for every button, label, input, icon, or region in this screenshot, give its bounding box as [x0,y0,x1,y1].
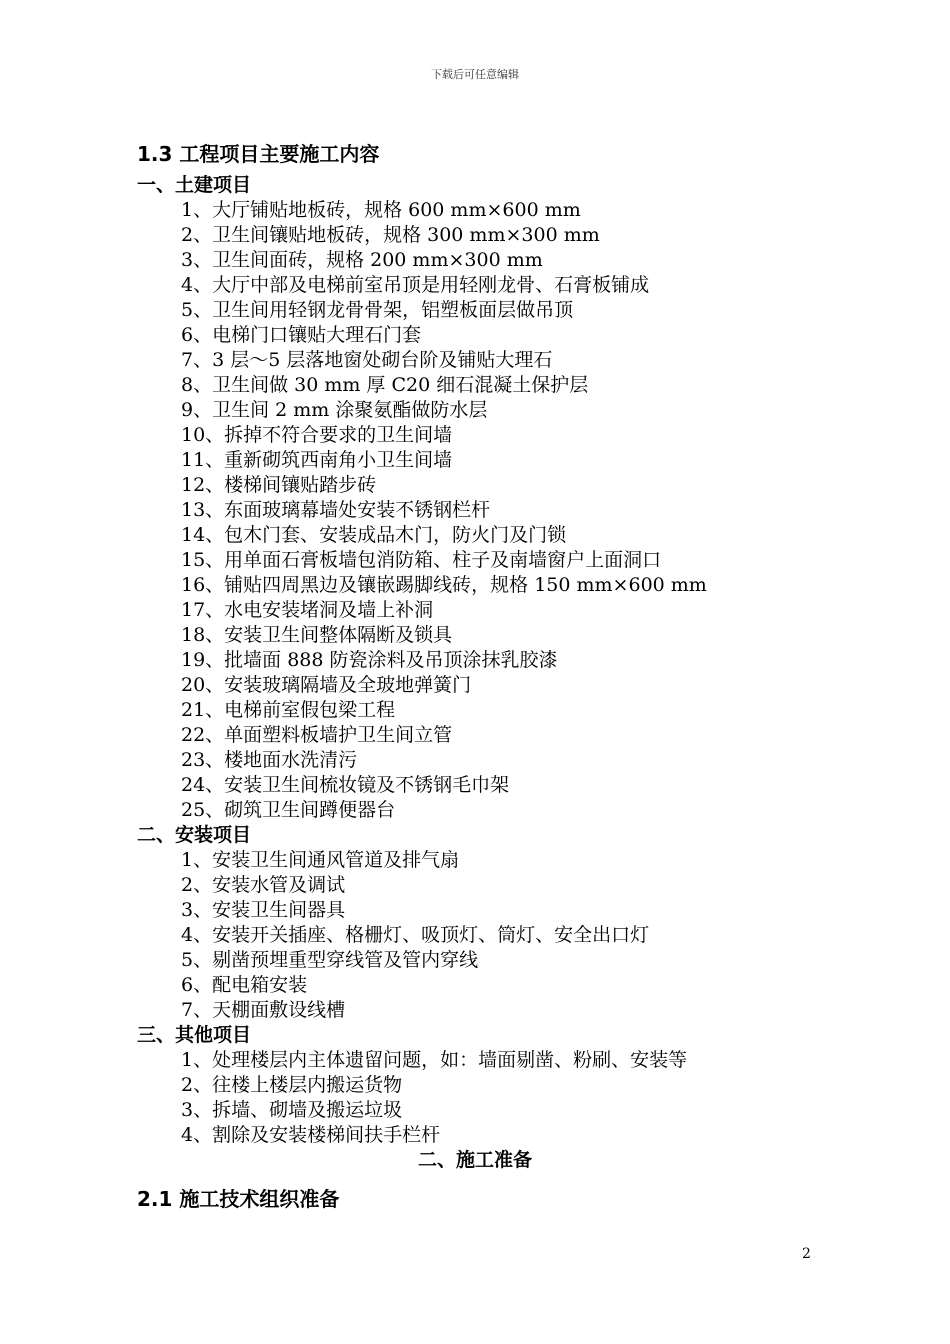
list-item: 8、卫生间做 30 mm 厚 C20 细石混凝土保护层 [181,374,589,396]
list-item: 2、往楼上楼层内搬运货物 [181,1074,403,1096]
list-item: 4、大厅中部及电梯前室吊顶是用轻刚龙骨、石膏板铺成 [181,274,650,296]
list-item: 17、水电安装堵洞及墙上补洞 [181,599,434,621]
list-item: 3、卫生间面砖，规格 200 mm×300 mm [181,249,543,271]
list-item: 25、砌筑卫生间蹲便器台 [181,799,396,821]
list-item: 22、单面塑料板墙护卫生间立管 [181,724,453,746]
list-item: 3、拆墙、砌墙及搬运垃圾 [181,1099,403,1121]
list-item: 13、东面玻璃幕墙处安装不锈钢栏杆 [181,499,491,521]
list-item: 1、处理楼层内主体遗留问题，如：墙面剔凿、粉刷、安装等 [181,1049,688,1071]
list-item: 18、安装卫生间整体隔断及锁具 [181,624,453,646]
list-item: 23、楼地面水洗清污 [181,749,358,771]
list-item: 21、电梯前室假包梁工程 [181,699,396,721]
list-item: 12、楼梯间镶贴踏步砖 [181,474,377,496]
page-number: 2 [802,1246,811,1262]
list-item: 5、剔凿预埋重型穿线管及管内穿线 [181,949,479,971]
list-item: 7、天棚面敷设线槽 [181,999,346,1021]
category-title: 二、安装项目 [137,824,252,846]
list-item: 2、卫生间镶贴地板砖，规格 300 mm×300 mm [181,224,600,246]
list-item: 4、割除及安装楼梯间扶手栏杆 [181,1124,441,1146]
list-item: 3、安装卫生间器具 [181,899,346,921]
list-item: 10、拆掉不符合要求的卫生间墙 [181,424,453,446]
list-item: 1、安装卫生间通风管道及排气扇 [181,849,460,871]
chapter-title: 二、施工准备 [417,1149,532,1171]
list-item: 4、安装开关插座、格栅灯、吸顶灯、筒灯、安全出口灯 [181,924,650,946]
content-list [137,173,837,1148]
list-item: 24、安装卫生间梳妆镜及不锈钢毛巾架 [181,774,510,796]
subsection-title: 2.1 施工技术组织准备 [137,1187,340,1211]
list-item: 20、安装玻璃隔墙及全玻地弹簧门 [181,674,472,696]
list-item: 6、电梯门口镶贴大理石门套 [181,324,422,346]
list-item: 1、大厅铺贴地板砖，规格 600 mm×600 mm [181,199,581,221]
list-item: 6、配电箱安装 [181,974,308,996]
list-item: 11、重新砌筑西南角小卫生间墙 [181,449,453,471]
list-item: 15、用单面石膏板墙包消防箱、柱子及南墙窗户上面洞口 [181,549,662,571]
list-item: 5、卫生间用轻钢龙骨骨架，铝塑板面层做吊顶 [181,299,574,321]
list-item: 19、批墙面 888 防瓷涂料及吊顶涂抹乳胶漆 [181,649,558,671]
category-title: 一、土建项目 [137,174,252,196]
list-item: 7、3 层～5 层落地窗处砌台阶及铺贴大理石 [181,349,553,371]
list-item: 14、包木门套、安装成品木门，防火门及门锁 [181,524,567,546]
category-title: 三、其他项目 [137,1024,252,1046]
list-item: 2、安装水管及调试 [181,874,346,896]
section-title: 1.3 工程项目主要施工内容 [137,142,380,166]
page-header: 下载后可任意编辑 [431,68,519,81]
list-item: 9、卫生间 2 mm 涂聚氨酯做防水层 [181,399,488,421]
list-item: 16、铺贴四周黑边及镶嵌踢脚线砖，规格 150 mm×600 mm [181,574,707,596]
